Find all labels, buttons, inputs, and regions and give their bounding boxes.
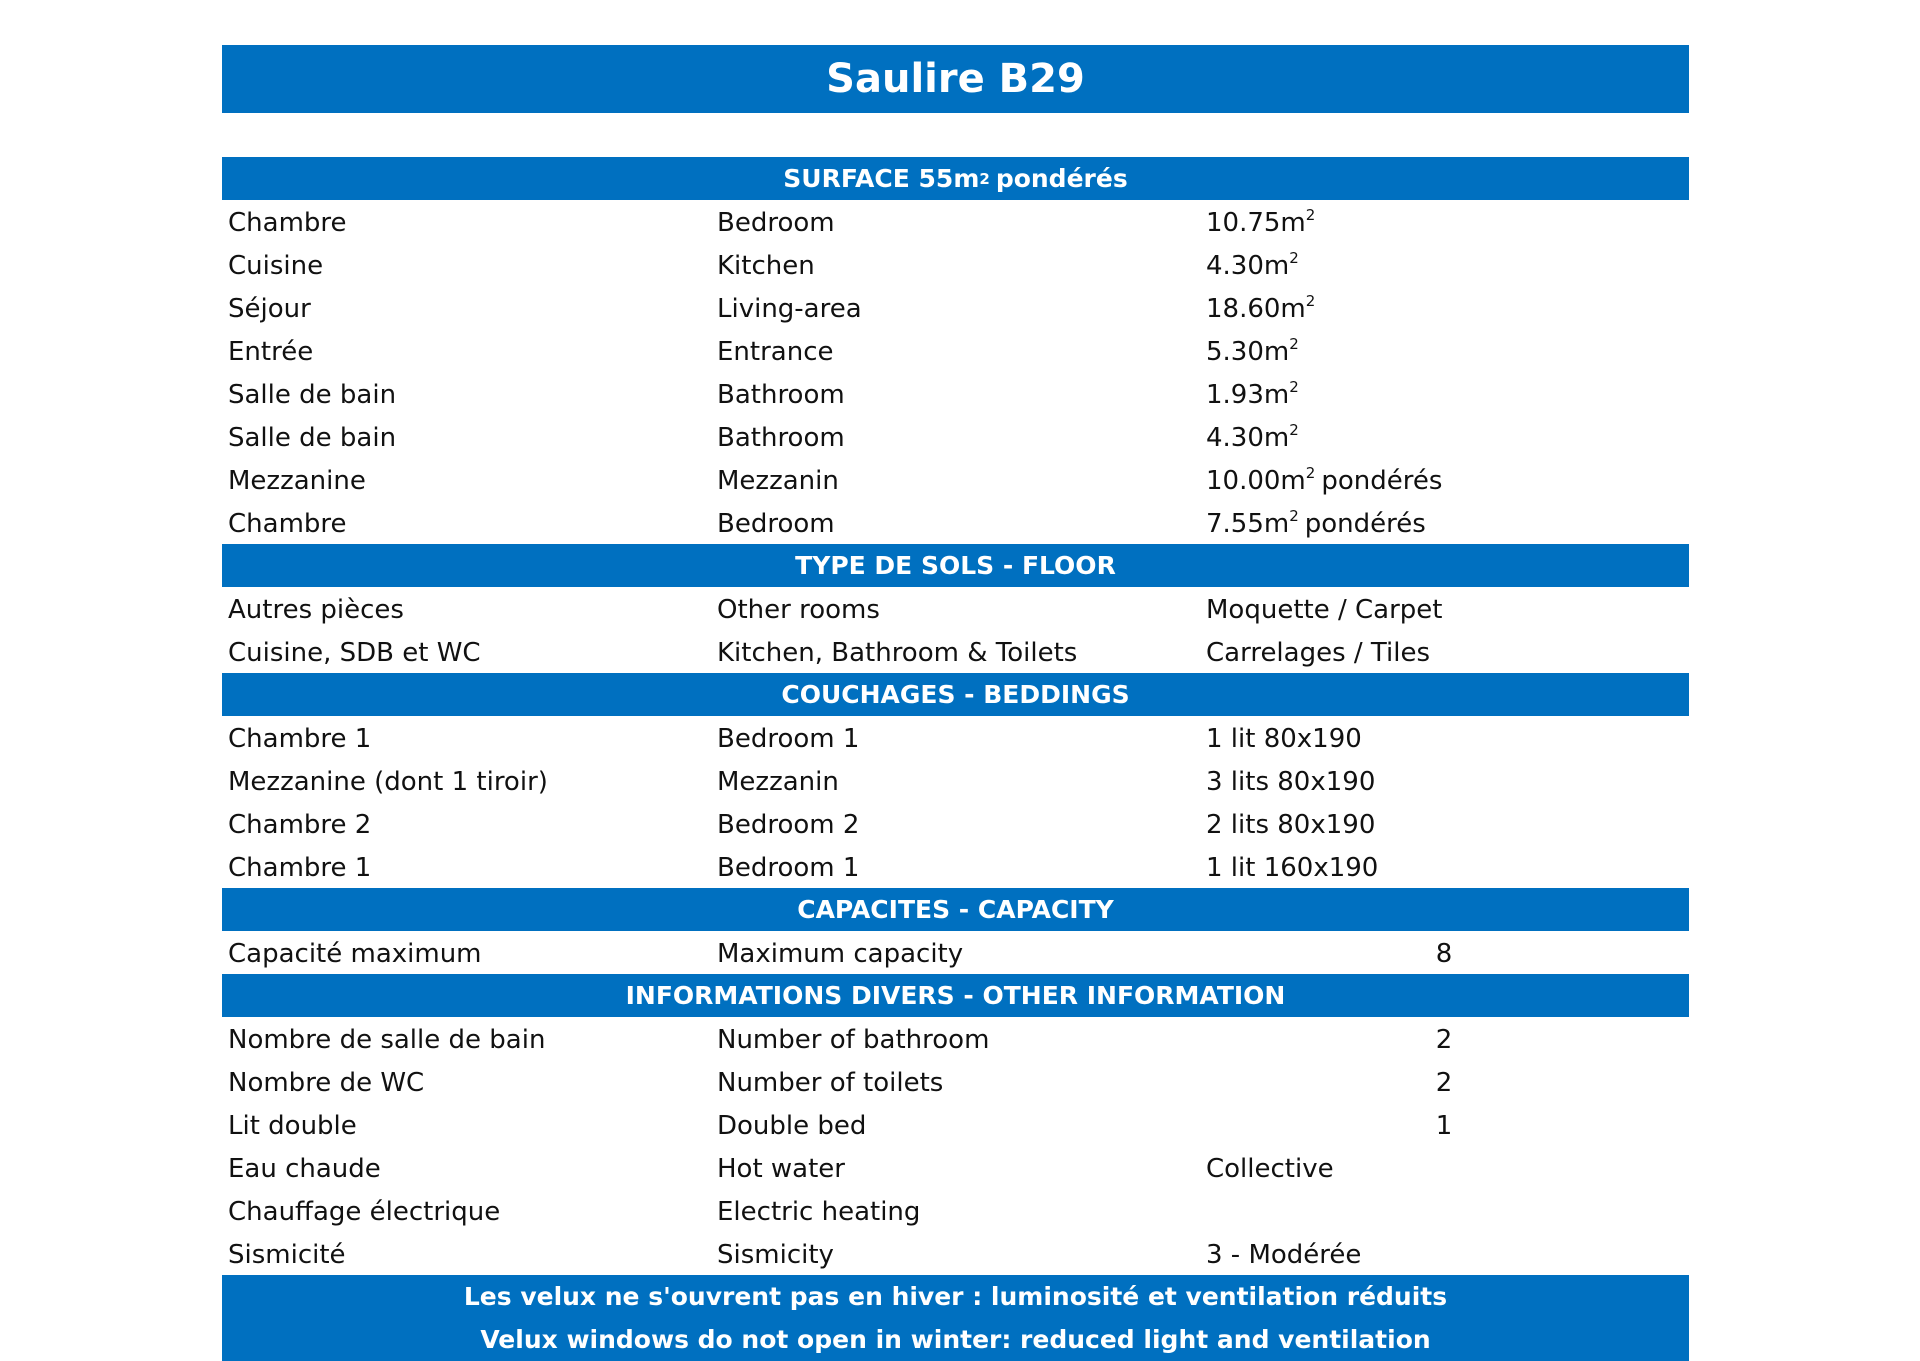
info-row [222, 1017, 1689, 1060]
surface-row [222, 243, 1689, 286]
capacity-number: 8 [1435, 939, 1453, 969]
room-fr: Cuisine [228, 251, 324, 281]
room-area [1206, 286, 1315, 329]
bedding-en: Bedroom 2 [717, 810, 860, 840]
room-en: Entrance [717, 337, 834, 367]
info-en: Double bed [717, 1111, 867, 1141]
bedding-value: 3 lits 80x190 [1206, 767, 1376, 797]
velux-notice [222, 1275, 1689, 1361]
area-value: 10.00m [1206, 466, 1306, 496]
info-fr: Sismicité [228, 1240, 346, 1270]
area-sup: 2 [1289, 507, 1299, 525]
section-header-capacity: CAPACITES - CAPACITY [222, 888, 1689, 931]
room-en: Bathroom [717, 380, 845, 410]
section-header-beddings: COUCHAGES - BEDDINGS [222, 673, 1689, 716]
bedding-row [222, 845, 1689, 888]
info-number: 2 [1435, 1068, 1453, 1098]
room-area [1206, 458, 1442, 501]
info-row [222, 1232, 1689, 1275]
floor-row [222, 630, 1689, 673]
floor-en: Kitchen, Bathroom & Toilets [717, 638, 1078, 668]
info-row [222, 1060, 1689, 1103]
surface-header-suffix: pondérés [995, 164, 1128, 193]
room-fr: Chambre [228, 208, 347, 238]
room-area [1206, 372, 1299, 415]
area-sup: 2 [1305, 292, 1316, 310]
room-fr: Séjour [228, 294, 311, 324]
bedding-en: Bedroom 1 [717, 853, 860, 883]
page-title-text: Saulire B29 [826, 56, 1085, 102]
info-en: Sismicity [717, 1240, 834, 1270]
room-area [1206, 243, 1299, 286]
section-header-floor: TYPE DE SOLS - FLOOR [222, 544, 1689, 587]
surface-row [222, 372, 1689, 415]
floor-row [222, 587, 1689, 630]
capacity-en: Maximum capacity [717, 939, 964, 969]
area-value: 4.30m [1206, 423, 1290, 453]
area-value: 18.60m [1206, 294, 1306, 324]
area-value: 7.55m [1206, 509, 1290, 539]
room-fr: Mezzanine [228, 466, 366, 496]
floor-en: Other rooms [717, 595, 880, 625]
room-fr: Salle de bain [228, 380, 397, 410]
surface-row [222, 286, 1689, 329]
page-title [222, 45, 1689, 113]
floor-value: Carrelages / Tiles [1206, 638, 1430, 668]
surface-header-prefix: SURFACE 55m [783, 164, 980, 193]
info-row [222, 1103, 1689, 1146]
bedding-row [222, 716, 1689, 759]
info-row [222, 1146, 1689, 1189]
area-value: 1.93m [1206, 380, 1290, 410]
info-number: 2 [1435, 1025, 1453, 1055]
floor-fr: Cuisine, SDB et WC [228, 638, 481, 668]
section-header-surface: SURFACE 55m 2 pondérés [222, 157, 1689, 200]
surface-row [222, 329, 1689, 372]
area-value: 10.75m [1206, 208, 1306, 238]
room-en: Bedroom [717, 509, 835, 539]
area-sup: 2 [1289, 249, 1299, 267]
room-fr: Chambre [228, 509, 347, 539]
velux-notice-fr: Les velux ne s'ouvrent pas en hiver : luminosité et ventilation réduits [463, 1282, 1448, 1311]
info-number [1429, 1189, 1459, 1232]
area-sup: 2 [1289, 421, 1299, 439]
area-sup: 2 [1305, 206, 1316, 224]
area-suffix: pondérés [1304, 509, 1426, 539]
info-number [1429, 1232, 1459, 1275]
area-suffix: pondérés [1321, 466, 1443, 496]
info-value: Collective [1206, 1154, 1334, 1184]
area-sup: 2 [1289, 378, 1299, 396]
info-row [222, 1189, 1689, 1232]
info-en: Number of toilets [717, 1068, 944, 1098]
info-fr: Nombre de salle de bain [228, 1025, 546, 1055]
bedding-fr: Chambre 2 [228, 810, 372, 840]
velux-notice-en: Velux windows do not open in winter: reduced light and ventilation [480, 1325, 1431, 1354]
room-fr: Salle de bain [228, 423, 397, 453]
bedding-fr: Chambre 1 [228, 853, 372, 883]
property-sheet [222, 157, 1689, 1361]
area-sup: 2 [1289, 335, 1299, 353]
room-en: Living-area [717, 294, 862, 324]
room-area [1206, 501, 1426, 544]
capacity-fr: Capacité maximum [228, 939, 482, 969]
room-en: Bathroom [717, 423, 845, 453]
room-fr: Entrée [228, 337, 314, 367]
area-value: 5.30m [1206, 337, 1290, 367]
info-en: Number of bathroom [717, 1025, 990, 1055]
bedding-value: 1 lit 80x190 [1206, 724, 1362, 754]
room-en: Bedroom [717, 208, 835, 238]
bedding-en: Bedroom 1 [717, 724, 860, 754]
floor-fr: Autres pièces [228, 595, 404, 625]
surface-row [222, 200, 1689, 243]
room-en: Mezzanin [717, 466, 839, 496]
room-area [1206, 415, 1299, 458]
surface-row [222, 501, 1689, 544]
info-fr: Nombre de WC [228, 1068, 425, 1098]
info-fr: Chauffage électrique [228, 1197, 501, 1227]
bedding-row [222, 759, 1689, 802]
room-area [1206, 329, 1299, 372]
bedding-row [222, 802, 1689, 845]
info-number [1429, 1146, 1459, 1189]
bedding-value: 2 lits 80x190 [1206, 810, 1376, 840]
surface-row [222, 415, 1689, 458]
info-en: Hot water [717, 1154, 845, 1184]
bedding-en: Mezzanin [717, 767, 839, 797]
room-area [1206, 200, 1315, 243]
section-header-other-information: INFORMATIONS DIVERS - OTHER INFORMATION [222, 974, 1689, 1017]
info-en: Electric heating [717, 1197, 921, 1227]
bedding-value: 1 lit 160x190 [1206, 853, 1379, 883]
surface-row [222, 458, 1689, 501]
info-fr: Lit double [228, 1111, 357, 1141]
area-sup: 2 [1305, 464, 1316, 482]
info-fr: Eau chaude [228, 1154, 381, 1184]
bedding-fr: Chambre 1 [228, 724, 372, 754]
capacity-row [222, 931, 1689, 974]
floor-value: Moquette / Carpet [1206, 595, 1443, 625]
area-value: 4.30m [1206, 251, 1290, 281]
info-value: 3 - Modérée [1206, 1240, 1362, 1270]
info-number: 1 [1435, 1111, 1453, 1141]
room-en: Kitchen [717, 251, 815, 281]
bedding-fr: Mezzanine (dont 1 tiroir) [228, 767, 548, 797]
